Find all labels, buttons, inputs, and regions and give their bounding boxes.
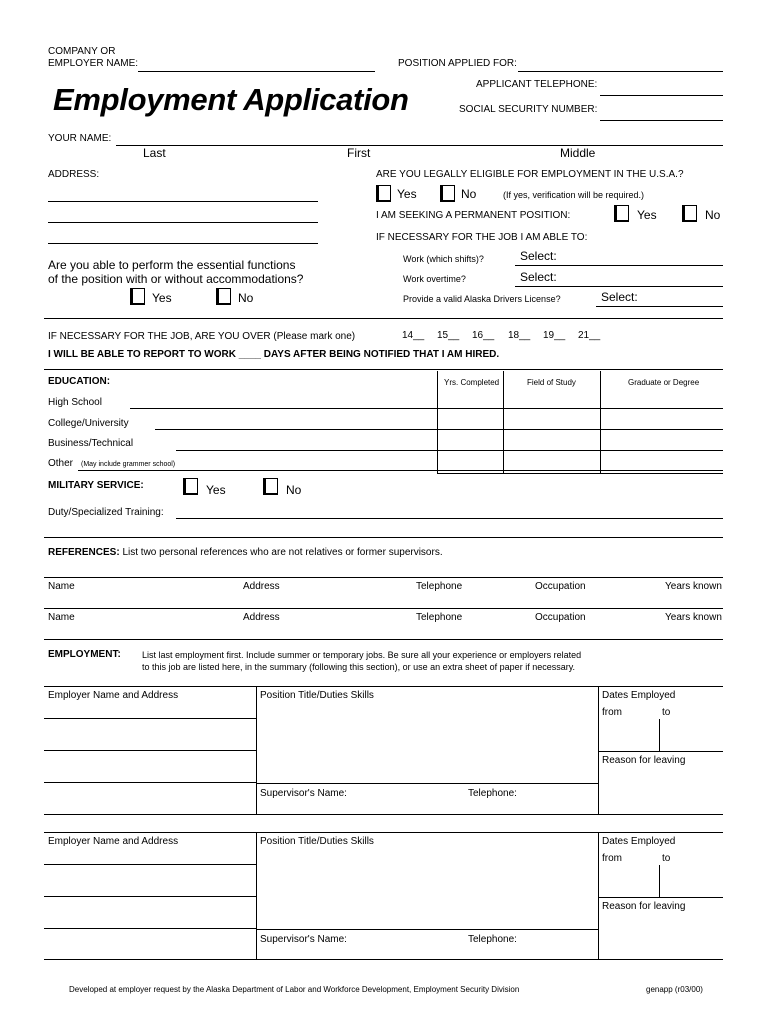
address-line-1[interactable] — [48, 201, 318, 202]
emp2-divider-1 — [256, 832, 257, 960]
ssn-field[interactable] — [600, 120, 723, 121]
license-underline — [596, 306, 723, 307]
to-label-1: to — [662, 707, 671, 718]
address-line-2[interactable] — [48, 222, 318, 223]
functions-yes-label: Yes — [152, 291, 172, 305]
company-name-field[interactable] — [138, 71, 375, 72]
military-no-label: No — [286, 483, 302, 497]
employer-2-line-3[interactable] — [44, 928, 256, 929]
college-field[interactable] — [155, 429, 723, 430]
license-select[interactable]: Select: — [601, 290, 638, 304]
name-field[interactable] — [116, 145, 723, 146]
references-header — [48, 547, 443, 558]
section-divider-3 — [44, 537, 723, 538]
employment-instructions-1: List last employment first. Include summer or temporary jobs. Be sure all your experience or employers related — [142, 650, 582, 660]
reference-1-line[interactable] — [44, 577, 723, 578]
footer-credit: Developed at employer request by the Alaska Department of Labor and Workforce Development, Employment Security Division — [69, 985, 520, 994]
emp1-divider-1 — [256, 686, 257, 815]
ref2-name-caption: Name — [48, 612, 75, 623]
employer-name-label-1: Employer Name and Address — [48, 690, 179, 701]
functions-line-2: of the position with or without accommodations? — [48, 272, 304, 286]
form-id: genapp (r03/00) — [646, 985, 703, 994]
ref2-address-caption: Address — [243, 612, 280, 623]
emp2-dates-bottom — [598, 897, 723, 898]
employer-1-line-2[interactable] — [44, 750, 256, 751]
shifts-label: Work (which shifts)? — [403, 254, 484, 264]
telephone-field[interactable] — [600, 95, 723, 96]
employer-2-line-1[interactable] — [44, 864, 256, 865]
education-label: EDUCATION: — [48, 376, 111, 387]
ref2-telephone-caption: Telephone — [416, 612, 463, 623]
position-field[interactable] — [518, 71, 723, 72]
age-option-16[interactable]: 16__ — [472, 330, 495, 341]
page-title: Employment Application — [53, 82, 409, 117]
address-label: ADDRESS: — [48, 169, 100, 180]
overtime-label: Work overtime? — [403, 274, 466, 284]
high-school-field[interactable] — [130, 408, 723, 409]
emp1-dates-bottom — [598, 751, 723, 752]
position-duties-label-1: Position Title/Duties Skills — [260, 690, 374, 701]
last-name-caption: Last — [143, 146, 166, 160]
employer-name-label-2: Employer Name and Address — [48, 836, 179, 847]
eligible-yes-checkbox[interactable] — [376, 185, 391, 202]
references-instructions: List two personal references who are not relatives or former supervisors. — [122, 547, 443, 558]
address-line-3[interactable] — [48, 243, 318, 244]
ref1-years-caption: Years known — [665, 581, 722, 592]
necessary-label: IF NECESSARY FOR THE JOB I AM ABLE TO: — [376, 232, 588, 243]
training-field[interactable] — [176, 518, 723, 519]
ref1-address-caption: Address — [243, 581, 280, 592]
overtime-select[interactable]: Select: — [520, 270, 557, 284]
telephone-label: APPLICANT TELEPHONE: — [476, 79, 598, 90]
supervisor-telephone-label-1: Telephone: — [468, 788, 517, 799]
supervisor-label-1: Supervisor's Name: — [260, 788, 347, 799]
degree-header: Graduate or Degree — [628, 378, 700, 387]
ref2-years-caption: Years known — [665, 612, 722, 623]
supervisor-label-2: Supervisor's Name: — [260, 934, 347, 945]
age-label: IF NECESSARY FOR THE JOB, ARE YOU OVER (Please mark one) — [48, 331, 356, 342]
age-option-18[interactable]: 18__ — [508, 330, 531, 341]
report-to-work-label: I WILL BE ABLE TO REPORT TO WORK ____ DAYS AFTER BEING NOTIFIED THAT I AM HIRED. — [48, 349, 500, 360]
license-label: Provide a valid Alaska Drivers License? — [403, 294, 561, 304]
emp1-dates-divider — [659, 719, 660, 751]
permanent-no-checkbox[interactable] — [682, 205, 697, 222]
functions-yes-checkbox[interactable] — [130, 288, 145, 305]
ssn-label: SOCIAL SECURITY NUMBER: — [459, 104, 598, 115]
permanent-yes-label: Yes — [637, 208, 657, 222]
section-divider-4 — [44, 639, 723, 640]
functions-no-label: No — [238, 291, 254, 305]
emp1-supervisor-divider — [256, 783, 598, 784]
military-yes-label: Yes — [206, 483, 226, 497]
company-label-1: COMPANY OR — [48, 46, 116, 57]
dates-employed-label-2: Dates Employed — [602, 836, 676, 847]
college-label: College/University — [48, 418, 129, 429]
section-divider-1 — [44, 318, 723, 319]
military-label: MILITARY SERVICE: — [48, 480, 144, 491]
ref1-name-caption: Name — [48, 581, 75, 592]
shifts-underline — [515, 265, 723, 266]
permanent-no-label: No — [705, 208, 721, 222]
emp2-divider-2 — [598, 832, 599, 960]
age-option-15[interactable]: 15__ — [437, 330, 460, 341]
age-option-21[interactable]: 21__ — [578, 330, 601, 341]
reason-leaving-label-2: Reason for leaving — [602, 901, 686, 912]
functions-no-checkbox[interactable] — [216, 288, 231, 305]
position-duties-label-2: Position Title/Duties Skills — [260, 836, 374, 847]
other-education-note: (May include grammer school) — [81, 461, 176, 468]
first-name-caption: First — [347, 146, 371, 160]
emp2-supervisor-divider — [256, 929, 598, 930]
from-label-2: from — [602, 853, 622, 864]
functions-line-1: Are you able to perform the essential functions — [48, 258, 296, 272]
reference-2-line[interactable] — [44, 608, 723, 609]
eligible-no-checkbox[interactable] — [440, 185, 455, 202]
section-divider-2 — [44, 369, 723, 370]
employer-1-line-3[interactable] — [44, 782, 256, 783]
supervisor-telephone-label-2: Telephone: — [468, 934, 517, 945]
employment-label: EMPLOYMENT: — [48, 649, 121, 660]
ref1-telephone-caption: Telephone — [416, 581, 463, 592]
permanent-position-label: I AM SEEKING A PERMANENT POSITION: — [376, 210, 571, 221]
to-label-2: to — [662, 853, 671, 864]
military-no-checkbox[interactable] — [263, 478, 278, 495]
other-education-label: Other — [48, 458, 74, 469]
edu-col-divider-1 — [503, 371, 504, 474]
years-completed-header: Yrs. Completed — [444, 378, 500, 387]
reason-leaving-label-1: Reason for leaving — [602, 755, 686, 766]
company-label-2: EMPLOYER NAME: — [48, 58, 139, 69]
permanent-yes-checkbox[interactable] — [614, 205, 629, 222]
age-option-14[interactable]: 14__ — [402, 330, 425, 341]
references-label: REFERENCES: — [48, 547, 120, 558]
edu-col-divider-2 — [600, 371, 601, 474]
business-technical-label: Business/Technical — [48, 438, 134, 449]
employer-2-line-2[interactable] — [44, 896, 256, 897]
employment-instructions-2: to this job are listed here, in the summary (following this section), or use an extra sheet of paper if necessary. — [142, 662, 576, 672]
other-education-field[interactable] — [78, 470, 723, 471]
middle-name-caption: Middle — [560, 146, 596, 160]
overtime-underline — [515, 286, 723, 287]
eligible-yes-label: Yes — [397, 187, 417, 201]
emp2-dates-divider — [659, 865, 660, 897]
verification-note: (If yes, verification will be required.) — [503, 190, 645, 200]
dates-employed-label-1: Dates Employed — [602, 690, 676, 701]
high-school-label: High School — [48, 397, 102, 408]
age-option-19[interactable]: 19__ — [543, 330, 566, 341]
business-technical-field[interactable] — [176, 450, 723, 451]
ref2-occupation-caption: Occupation — [535, 612, 586, 623]
training-label: Duty/Specialized Training: — [48, 507, 164, 518]
shifts-select[interactable]: Select: — [520, 249, 557, 263]
military-yes-checkbox[interactable] — [183, 478, 198, 495]
field-of-study-header: Field of Study — [527, 378, 576, 387]
from-label-1: from — [602, 707, 622, 718]
employer-1-line-1[interactable] — [44, 718, 256, 719]
ref1-occupation-caption: Occupation — [535, 581, 586, 592]
your-name-label: YOUR NAME: — [48, 133, 112, 144]
eligibility-question: ARE YOU LEGALLY ELIGIBLE FOR EMPLOYMENT IN THE U.S.A.? — [376, 169, 684, 180]
eligible-no-label: No — [461, 187, 477, 201]
position-label: POSITION APPLIED FOR: — [398, 58, 517, 69]
